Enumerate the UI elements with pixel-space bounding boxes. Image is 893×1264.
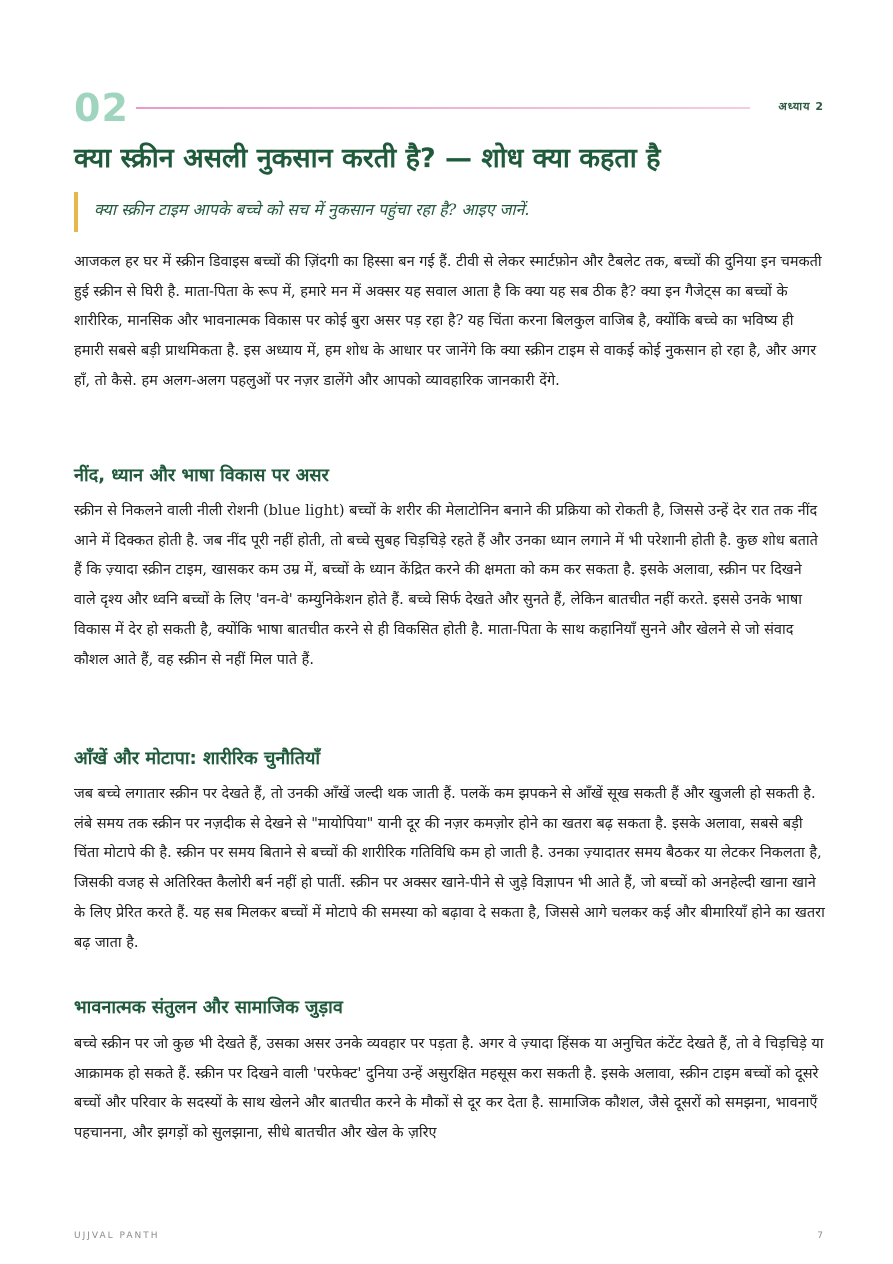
page-title: क्या स्क्रीन असली नुकसान करती है? — शोध क्या कहता है (74, 143, 661, 174)
section-body-physical: जब बच्चे लगातार स्क्रीन पर देखते हैं, तो उनकी आँखें जल्दी थक जाती हैं. पलकें कम झपकने से आँखें सूख सकती हैं और खुजली हो सकती है. लंबे समय तक स्क्रीन पर नज़दीक से देखने से "मायोपिया" यानी दूर की नज़र कमज़ोर होने का खतरा बढ़ सकता है. इसके अलावा, सबसे बड़ी चिंता मोटापे की है. स्क्रीन पर समय बिताने से बच्चों की शारीरिक गतिविधि कम हो जाती है. उनका ज़्यादातर समय बैठकर या लेटकर निकलता है, जिसकी वजह से अतिरिक्त कैलोरी बर्न नहीं हो पातीं. स्क्रीन पर अक्सर खाने-पीने से जुड़े विज्ञापन भी आते हैं, जो बच्चों को अनहेल्दी खाना खाने के लिए प्रेरित करते हैं. यह सब मिलकर बच्चों में मोटापे की समस्या को बढ़ावा दे सकता है, जिससे आगे चलकर कई और बीमारियाँ होने का खतरा बढ़ जाता है. (74, 786, 825, 951)
chapter-label: अध्याय 2 (778, 100, 824, 113)
section-heading-sleep: नींद, ध्यान और भाषा विकास पर असर (74, 465, 329, 486)
pull-quote-text: क्या स्क्रीन टाइम आपके बच्चे को सच में नुकसान पहुंचा रहा है? आइए जानें. (94, 200, 530, 219)
section-body-sleep: स्क्रीन से निकलने वाली नीली रोशनी (blue light) बच्चों के शरीर की मेलाटोनिन बनाने की प्रक्रिया को रोकती है, जिससे उन्हें देर रात तक नींद आने में दिक्कत होती है. जब नींद पूरी नहीं होती, तो बच्चे सुबह चिड़चिड़े रहते हैं और उनका ध्यान लगाने में भी परेशानी होती है. कुछ शोध बताते हैं कि ज़्यादा स्क्रीन टाइम, खासकर कम उम्र में, बच्चों के ध्यान केंद्रित करने की क्षमता को कम कर सकता है. इसके अलावा, स्क्रीन पर दिखने वाले दृश्य और ध्वनि बच्चों के लिए 'वन-वे' कम्युनिकेशन होते हैं. बच्चे सिर्फ देखते और सुनते हैं, लेकिन बातचीत नहीं करते. इससे उनके भाषा विकास में देर हो सकती है, क्योंकि भाषा बातचीत करने से ही विकसित होती है. माता-पिता के साथ कहानियाँ सुनने और खेलने से जो संवाद कौशल आते हैं, वह स्क्रीन से नहीं मिल पाते हैं. (74, 503, 818, 668)
chapter-number: 02 (74, 86, 129, 130)
section-heading-physical: आँखें और मोटापा: शारीरिक चुनौतियाँ (74, 748, 321, 769)
pull-quote (74, 192, 834, 232)
section-heading-emotional: भावनात्मक संतुलन और सामाजिक जुड़ाव (74, 997, 343, 1018)
intro-paragraph: आजकल हर घर में स्क्रीन डिवाइस बच्चों की ज़िंदगी का हिस्सा बन गई हैं. टीवी से लेकर स्मार्टफ़ोन और टैबलेट तक, बच्चों की दुनिया इन चमकती हुई स्क्रीन से घिरी है. माता-पिता के रूप में, हमारे मन में अक्सर यह सवाल आता है कि क्या यह सब ठीक है? क्या इन गैजेट्स का बच्चों के शारीरिक, मानसिक और भावनात्मक विकास पर कोई बुरा असर पड़ रहा है? यह चिंता करना बिलकुल वाजिब है, क्योंकि बच्चे का भविष्य ही हमारी सबसे बड़ी प्राथमिकता है. इस अध्याय में, हम शोध के आधार पर जानेंगे कि क्या स्क्रीन टाइम से वाकई कोई नुकसान हो रहा है, और अगर हाँ, तो कैसे. हम अलग-अलग पहलुओं पर नज़र डालेंगे और आपको व्यावहारिक जानकारी देंगे. (74, 254, 822, 389)
footer-author: UJJVAL PANTH (74, 1231, 160, 1241)
chapter-header (74, 86, 824, 130)
section-body-emotional: बच्चे स्क्रीन पर जो कुछ भी देखते हैं, उसका असर उनके व्यवहार पर पड़ता है. अगर वे ज़्यादा हिंसक या अनुचित कंटेंट देखते हैं, तो वे चिड़चिड़े या आक्रामक हो सकते हैं. स्क्रीन पर दिखने वाली 'परफेक्ट' दुनिया उन्हें असुरक्षित महसूस करा सकती है. इसके अलावा, स्क्रीन टाइम बच्चों को दूसरे बच्चों और परिवार के सदस्यों के साथ खेलने और बातचीत करने के मौकों से दूर कर देता है. सामाजिक कौशल, जैसे दूसरों को समझना, भावनाएँ पहचानना, और झगड़ों को सुलझाना, सीधे बातचीत और खेल के ज़रिए (74, 1036, 824, 1142)
chapter-divider-line (136, 107, 750, 109)
footer-page-number: 7 (817, 1231, 823, 1241)
